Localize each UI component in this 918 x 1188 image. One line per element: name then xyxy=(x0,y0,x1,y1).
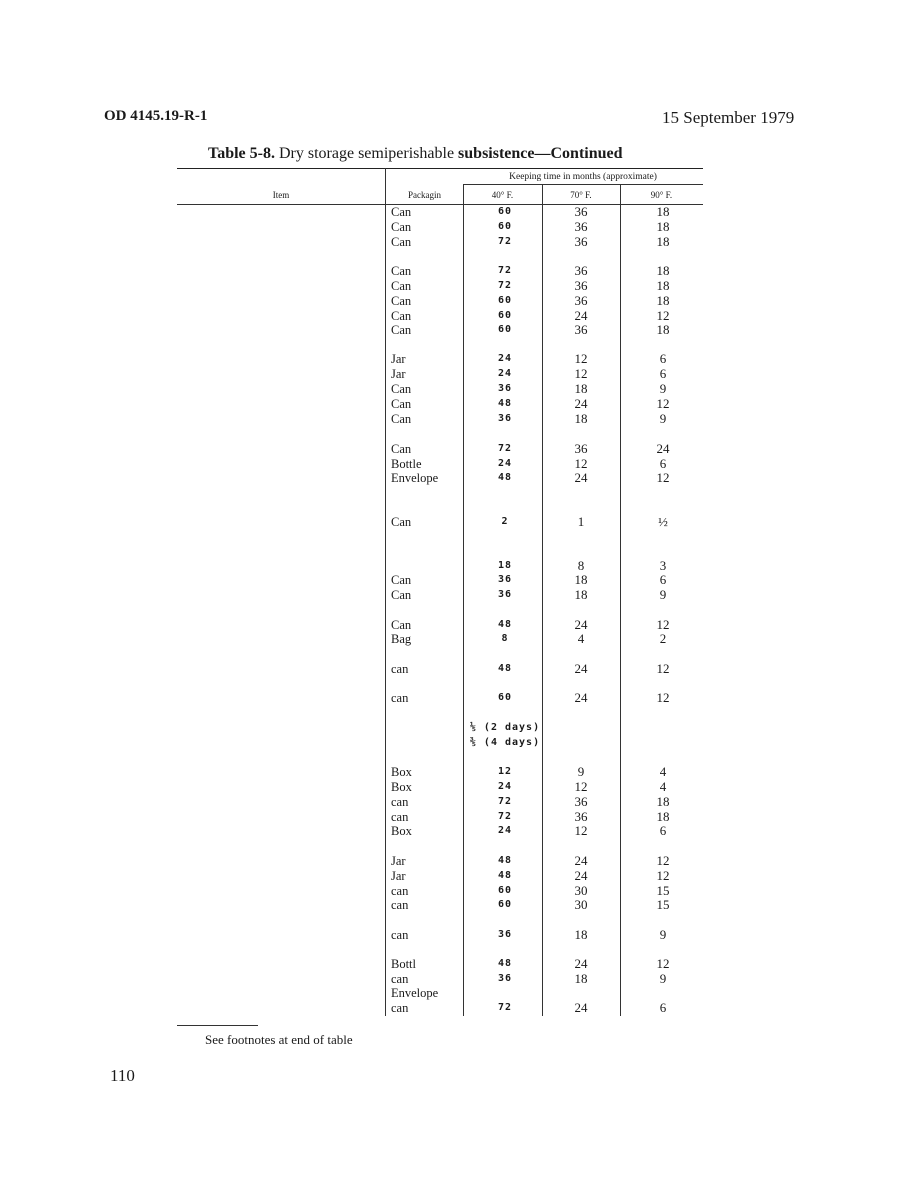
column-header-70f: 70° F. xyxy=(570,190,592,200)
keeping-time-40f: 60 xyxy=(497,899,513,910)
keeping-time-70f: 36 xyxy=(574,278,588,293)
keeping-time-90f: 9 xyxy=(659,411,667,426)
column-header-packaging: Packagin xyxy=(408,190,441,200)
keeping-time-40f: 2 xyxy=(501,516,509,527)
keeping-time-40f: 36 xyxy=(497,929,513,940)
keeping-time-40f: 24 xyxy=(497,825,513,836)
keeping-time-90f: 3 xyxy=(659,558,667,573)
packaging-cell: can xyxy=(391,1001,409,1015)
title-text-1: Dry storage xyxy=(274,145,359,162)
packaging-cell: Can xyxy=(391,264,412,278)
document-header-id: OD 4145.19-R-1 xyxy=(104,108,208,124)
column-header-90f: 90° F. xyxy=(650,190,673,200)
keeping-time-40f: 72 xyxy=(497,443,513,454)
keeping-time-70f: 18 xyxy=(574,572,588,587)
group-header-rule xyxy=(463,184,703,185)
packaging-cell: Jar xyxy=(391,367,406,381)
keeping-time-90f: 6 xyxy=(659,572,667,587)
keeping-time-90f: 6 xyxy=(659,366,667,381)
keeping-time-40f: 36 xyxy=(497,574,513,585)
keeping-time-90f: 12 xyxy=(656,470,670,485)
packaging-cell: can xyxy=(391,662,409,676)
footnote: See footnotes at end of table xyxy=(205,1032,353,1047)
keeping-time-40f: 72 xyxy=(497,796,513,807)
keeping-time-70f: 36 xyxy=(574,204,588,219)
keeping-time-40f: 24 xyxy=(497,781,513,792)
keeping-time-90f: 15 xyxy=(656,883,670,898)
keeping-time-90f: 18 xyxy=(656,263,670,278)
keeping-time-40f: 60 xyxy=(497,295,513,306)
keeping-time-40f: 24 xyxy=(497,368,513,379)
keeping-time-70f: 24 xyxy=(574,396,588,411)
packaging-cell: Jar xyxy=(391,352,406,366)
keeping-time-40f: 18 xyxy=(497,560,513,571)
keeping-time-40f: 72 xyxy=(497,265,513,276)
title-text-3: subsistence—Continued xyxy=(458,145,623,162)
document-header-date: 15 September 1979 xyxy=(662,108,795,127)
keeping-time-40f: 60 xyxy=(497,885,513,896)
keeping-time-90f: 6 xyxy=(659,1000,667,1015)
keeping-time-90f: 18 xyxy=(656,219,670,234)
keeping-time-70f: 12 xyxy=(574,779,588,794)
keeping-time-40f: 24 xyxy=(497,353,513,364)
keeping-time-70f: 36 xyxy=(574,809,588,824)
packaging-cell: Box xyxy=(391,780,412,794)
page-number: 110 xyxy=(110,1066,135,1085)
footnote-rule xyxy=(177,1025,258,1026)
keeping-time-40f: 72 xyxy=(497,1002,513,1013)
packaging-cell: Bottle xyxy=(391,457,422,471)
packaging-cell: can xyxy=(391,691,409,705)
keeping-time-40f: 24 xyxy=(497,458,513,469)
keeping-time-40f: 48 xyxy=(497,855,513,866)
keeping-time-70f: 24 xyxy=(574,470,588,485)
packaging-cell: Can xyxy=(391,309,412,323)
keeping-time-40f: 72 xyxy=(497,280,513,291)
keeping-time-70f: 18 xyxy=(574,381,588,396)
packaging-cell: can xyxy=(391,795,409,809)
keeping-time-90f: 9 xyxy=(659,927,667,942)
packaging-cell: Can xyxy=(391,588,412,602)
keeping-time-90f: 6 xyxy=(659,823,667,838)
keeping-time-40f: 48 xyxy=(497,870,513,881)
packaging-cell: Can xyxy=(391,618,412,632)
keeping-time-40f: ⅗ (4 days) xyxy=(469,737,541,748)
packaging-cell: Can xyxy=(391,412,412,426)
group-header: Keeping time in months (approximate) xyxy=(509,172,657,182)
keeping-time-90f: 12 xyxy=(656,868,670,883)
keeping-time-40f: 60 xyxy=(497,310,513,321)
keeping-time-70f: 18 xyxy=(574,587,588,602)
keeping-time-90f: 18 xyxy=(656,794,670,809)
table-title xyxy=(208,145,623,163)
keeping-time-70f: 24 xyxy=(574,853,588,868)
table-top-rule xyxy=(177,168,703,169)
keeping-time-70f: 30 xyxy=(574,883,588,898)
keeping-time-90f: 15 xyxy=(656,897,670,912)
packaging-cell: Envelope xyxy=(391,986,439,1000)
keeping-time-90f: 18 xyxy=(656,809,670,824)
packaging-cell: Can xyxy=(391,279,412,293)
keeping-time-90f: 12 xyxy=(656,308,670,323)
keeping-time-40f: 48 xyxy=(497,619,513,630)
keeping-time-40f: 48 xyxy=(497,663,513,674)
keeping-time-70f: 18 xyxy=(574,927,588,942)
keeping-time-40f: 72 xyxy=(497,811,513,822)
keeping-time-40f: 36 xyxy=(497,589,513,600)
keeping-time-40f: 48 xyxy=(497,472,513,483)
keeping-time-40f: 48 xyxy=(497,398,513,409)
keeping-time-90f: ½ xyxy=(658,514,668,529)
title-text-2: semiperishable xyxy=(358,145,459,162)
packaging-cell: Can xyxy=(391,573,412,587)
packaging-cell: Can xyxy=(391,442,412,456)
keeping-time-90f: 2 xyxy=(659,631,667,646)
keeping-time-90f: 9 xyxy=(659,381,667,396)
packaging-cell: Envelope xyxy=(391,471,439,485)
keeping-time-90f: 12 xyxy=(656,956,670,971)
packaging-cell: Can xyxy=(391,235,412,249)
packaging-cell: Bottl xyxy=(391,957,417,971)
packaging-cell: Can xyxy=(391,397,412,411)
keeping-time-90f: 12 xyxy=(656,396,670,411)
keeping-time-40f: 60 xyxy=(497,692,513,703)
keeping-time-40f: 60 xyxy=(497,206,513,217)
keeping-time-40f: 72 xyxy=(497,236,513,247)
packaging-cell: Can xyxy=(391,205,412,219)
keeping-time-70f: 36 xyxy=(574,234,588,249)
keeping-time-70f: 24 xyxy=(574,617,588,632)
keeping-time-70f: 24 xyxy=(574,1000,588,1015)
keeping-time-70f: 36 xyxy=(574,293,588,308)
keeping-time-40f: 36 xyxy=(497,973,513,984)
packaging-cell: can xyxy=(391,898,409,912)
keeping-time-90f: 6 xyxy=(659,456,667,471)
keeping-time-70f: 12 xyxy=(574,351,588,366)
keeping-time-70f: 12 xyxy=(574,456,588,471)
packaging-cell: can xyxy=(391,884,409,898)
packaging-cell: Jar xyxy=(391,854,406,868)
keeping-time-70f: 24 xyxy=(574,956,588,971)
keeping-time-90f: 6 xyxy=(659,351,667,366)
keeping-time-40f: 8 xyxy=(501,633,509,644)
keeping-time-40f: 60 xyxy=(497,221,513,232)
keeping-time-70f: 24 xyxy=(574,308,588,323)
column-header-item: Item xyxy=(272,190,290,200)
keeping-time-70f: 36 xyxy=(574,219,588,234)
packaging-cell: Can xyxy=(391,220,412,234)
keeping-time-90f: 24 xyxy=(656,441,670,456)
table-number: Table 5-8. xyxy=(208,145,275,162)
keeping-time-40f: ⅕ (2 days) xyxy=(469,722,541,733)
keeping-time-40f: 36 xyxy=(497,383,513,394)
keeping-time-90f: 18 xyxy=(656,322,670,337)
packaging-cell: can xyxy=(391,928,409,942)
keeping-time-70f: 18 xyxy=(574,971,588,986)
keeping-time-70f: 12 xyxy=(574,823,588,838)
keeping-time-70f: 9 xyxy=(577,764,585,779)
packaging-cell: can xyxy=(391,810,409,824)
keeping-time-90f: 4 xyxy=(659,764,667,779)
keeping-time-90f: 12 xyxy=(656,690,670,705)
keeping-time-90f: 18 xyxy=(656,278,670,293)
keeping-time-70f: 30 xyxy=(574,897,588,912)
keeping-time-90f: 18 xyxy=(656,293,670,308)
keeping-time-70f: 12 xyxy=(574,366,588,381)
keeping-time-40f: 36 xyxy=(497,413,513,424)
keeping-time-90f: 18 xyxy=(656,204,670,219)
keeping-time-90f: 12 xyxy=(656,617,670,632)
keeping-time-40f: 48 xyxy=(497,958,513,969)
packaging-cell: Box xyxy=(391,824,412,838)
keeping-time-70f: 36 xyxy=(574,794,588,809)
packaging-cell: can xyxy=(391,972,409,986)
keeping-time-90f: 12 xyxy=(656,661,670,676)
packaging-cell: Box xyxy=(391,765,412,779)
packaging-cell: Can xyxy=(391,323,412,337)
keeping-time-70f: 1 xyxy=(577,514,585,529)
keeping-time-70f: 24 xyxy=(574,690,588,705)
keeping-time-40f: 12 xyxy=(497,766,513,777)
keeping-time-70f: 18 xyxy=(574,411,588,426)
column-header-40f: 40° F. xyxy=(491,190,514,200)
packaging-cell: Bag xyxy=(391,632,412,646)
keeping-time-90f: 4 xyxy=(659,779,667,794)
keeping-time-40f: 60 xyxy=(497,324,513,335)
keeping-time-70f: 36 xyxy=(574,322,588,337)
packaging-cell: Can xyxy=(391,515,412,529)
keeping-time-70f: 24 xyxy=(574,661,588,676)
keeping-time-70f: 36 xyxy=(574,263,588,278)
column-divider xyxy=(385,168,386,1016)
packaging-cell: Can xyxy=(391,382,412,396)
keeping-time-90f: 9 xyxy=(659,587,667,602)
keeping-time-70f: 36 xyxy=(574,441,588,456)
packaging-cell: Jar xyxy=(391,869,406,883)
keeping-time-70f: 4 xyxy=(577,631,585,646)
column-divider xyxy=(463,184,464,1016)
keeping-time-90f: 12 xyxy=(656,853,670,868)
keeping-time-90f: 9 xyxy=(659,971,667,986)
keeping-time-70f: 8 xyxy=(577,558,585,573)
keeping-time-90f: 18 xyxy=(656,234,670,249)
keeping-time-70f: 24 xyxy=(574,868,588,883)
packaging-cell: Can xyxy=(391,294,412,308)
column-divider xyxy=(620,184,621,1016)
